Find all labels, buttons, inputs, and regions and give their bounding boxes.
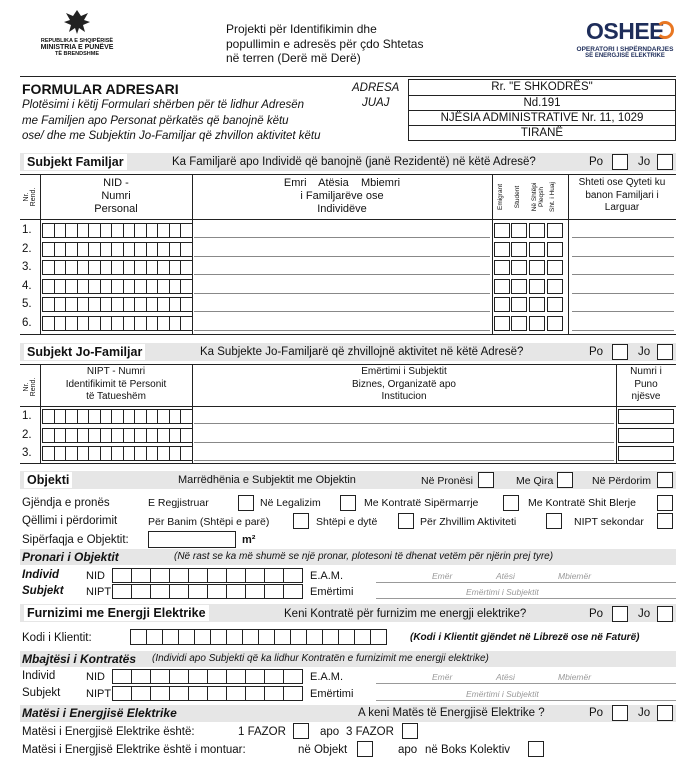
project-title <box>226 22 423 66</box>
col-shteti-header-line: Shteti ose Qyteti ku <box>578 177 666 188</box>
pronari-subjekt-label: Subjekt <box>22 585 64 597</box>
col-shteti-header-line: banon Familjari i <box>585 189 659 201</box>
pronari-nid-box[interactable] <box>169 568 189 583</box>
punonjes-field[interactable] <box>618 446 674 461</box>
matesi-question: A keni Matës të Energjisë Elektrike ? <box>358 707 545 719</box>
col-flag-header: Student <box>514 185 521 209</box>
nipt-char-box[interactable] <box>180 428 193 443</box>
row-number: 1. <box>22 410 32 422</box>
pronari-nipt-box[interactable] <box>131 584 151 599</box>
form-desc-line1: Plotësimi i këtij Formulari shërben për të lidhur Adresën <box>22 99 305 111</box>
nid-digit-box[interactable] <box>180 223 193 238</box>
flag-checkbox[interactable] <box>529 242 545 257</box>
col-nid-header-line: Personal <box>94 203 138 215</box>
mbajtesi-nid-box[interactable] <box>207 669 227 684</box>
nid-digit-box[interactable] <box>180 260 193 275</box>
qellimi-label: Qëllimi i përdorimit <box>22 515 118 527</box>
flag-checkbox[interactable] <box>494 279 510 294</box>
pronari-nipt-box[interactable] <box>283 584 303 599</box>
jofamiljar-jo-label: Jo <box>638 346 651 358</box>
kodi-digit-box[interactable] <box>370 629 387 645</box>
kodi-digit-box[interactable] <box>258 629 275 645</box>
col-emertimi-header-line: Institucion <box>381 391 427 402</box>
jofamiljar-jo-checkbox[interactable] <box>657 344 673 360</box>
furnizimi-po-checkbox[interactable] <box>612 606 628 622</box>
emri-field[interactable] <box>194 311 490 312</box>
row-number: 3. <box>22 447 32 459</box>
col-emri-header-line: Individëve <box>317 203 367 215</box>
oshee-logo <box>570 18 680 59</box>
banim-checkbox[interactable] <box>293 513 309 529</box>
row-number: 1. <box>22 224 32 236</box>
adresa-label: ADRESA <box>352 82 400 94</box>
flag-checkbox[interactable] <box>529 260 545 275</box>
matesi-jo-checkbox[interactable] <box>657 705 673 721</box>
row-number: 2. <box>22 428 32 441</box>
oshee-sub1: OPERATORI I SHPËRNDARJES <box>576 46 674 53</box>
pronari-nid-box[interactable] <box>207 568 227 583</box>
mbajtesi-nipt-label: NIPT <box>86 688 112 700</box>
kodi-digit-box[interactable] <box>354 629 371 645</box>
flag-checkbox[interactable] <box>529 316 545 331</box>
kodi-digit-box[interactable] <box>130 629 147 645</box>
emertimi-field[interactable] <box>194 423 614 424</box>
col-nr-header: Nr. Rend. <box>23 187 37 207</box>
flag-checkbox[interactable] <box>494 242 510 257</box>
mbajtesi-nipt-box[interactable] <box>245 686 265 701</box>
objekti-title: Objekti <box>24 472 72 488</box>
col-puno-header-line: Numri i <box>630 366 662 377</box>
montuar-objekt-label: në Objekt <box>298 744 348 756</box>
zhvillim-label: Për Zhvillim Aktiviteti <box>420 516 517 528</box>
sipermarrje-label: Me Kontratë Sipërmarrje <box>364 497 479 509</box>
col-emri-header <box>192 177 492 216</box>
ministry-line2: MINISTRIA E PUNËVE <box>40 44 114 51</box>
emri-field[interactable] <box>194 274 490 275</box>
pronesi-label: Në Pronësi <box>421 475 473 487</box>
kodi-digit-box[interactable] <box>322 629 339 645</box>
mbajtesi-nid-box[interactable] <box>131 669 151 684</box>
col-emri-header-line: Emri Atësia Mbiemri <box>283 177 401 189</box>
mbajtesi-nipt-box[interactable] <box>207 686 227 701</box>
sipermarrje-checkbox[interactable] <box>503 495 519 511</box>
form-title: FORMULAR ADRESARI <box>22 81 179 97</box>
matesi-po-checkbox[interactable] <box>612 705 628 721</box>
pronari-ph-emertimi: Emërtimi i Subjektit <box>466 587 539 597</box>
kodi-digit-box[interactable] <box>306 629 323 645</box>
pronari-nid-box[interactable] <box>226 568 246 583</box>
legalizim-checkbox[interactable] <box>340 495 356 511</box>
faza-label: Matësi i Energjisë Elektrike është: <box>22 726 195 738</box>
pronari-nid-box[interactable] <box>112 568 132 583</box>
jofamiljar-po-label: Po <box>589 346 604 358</box>
table-col-divider <box>492 174 493 335</box>
nid-digit-box[interactable] <box>180 242 193 257</box>
shteti-field[interactable] <box>572 237 674 238</box>
col-emri-header-line: i Familjarëve ose <box>300 190 384 202</box>
project-line2: popullimin e adresës për çdo Shtetas <box>226 36 424 51</box>
flag-checkbox[interactable] <box>547 297 563 312</box>
furnizimi-jo-label: Jo <box>638 608 651 620</box>
row-number: 3. <box>22 261 32 273</box>
kodi-digit-box[interactable] <box>178 629 195 645</box>
form-description <box>22 98 321 145</box>
col-puno-header <box>616 366 676 404</box>
kodi-digit-box[interactable] <box>194 629 211 645</box>
col-flag-header: Sht. i Huaj <box>549 182 556 212</box>
shteti-field[interactable] <box>572 256 674 257</box>
mbajtesi-nid-box[interactable] <box>169 669 189 684</box>
address-box <box>408 79 676 141</box>
col-nipt-header-line: Identifikimit të Personit <box>65 378 167 390</box>
pronari-nid-label: NID <box>86 570 105 582</box>
col-emertimi-header-line: Emërtimi i Subjektit <box>361 366 447 377</box>
pronari-nipt-box[interactable] <box>150 584 170 599</box>
mbajtesi-nipt-box[interactable] <box>226 686 246 701</box>
mbajtesi-title: Mbajtësi i Kontratës <box>22 652 137 666</box>
furnizimi-jo-checkbox[interactable] <box>657 606 673 622</box>
flag-checkbox[interactable] <box>511 316 527 331</box>
siperfaqja-input[interactable] <box>148 531 236 548</box>
montuar-label: Matësi i Energjisë Elektrike është i montuar: <box>22 744 246 756</box>
mbajtesi-ph-atesi: Atësi <box>496 672 515 682</box>
montuar-boks-label: në Boks Kolektiv <box>425 744 511 756</box>
mbajtesi-emertimi-label: Emërtimi <box>310 688 354 700</box>
flag-checkbox[interactable] <box>511 279 527 294</box>
perdorim-checkbox[interactable] <box>657 472 673 488</box>
pronari-individ-label: Individ <box>22 569 60 581</box>
row-number: 2. <box>22 242 32 255</box>
emri-field[interactable] <box>194 293 490 294</box>
matesi-jo-label: Jo <box>638 707 651 719</box>
shteti-field[interactable] <box>572 293 674 294</box>
shitblerje-label: Me Kontratë Shit Blerje <box>528 497 636 509</box>
mbajtesi-nid-box[interactable] <box>264 669 284 684</box>
flag-checkbox[interactable] <box>494 260 510 275</box>
pronari-title: Pronari i Objektit <box>22 550 119 564</box>
pronari-eam-line[interactable] <box>376 582 676 583</box>
qira-checkbox[interactable] <box>557 472 573 488</box>
familjar-jo-label: Jo <box>638 156 651 168</box>
address-line: Rr. "E SHKODRËS" <box>491 81 593 93</box>
ministry-logo <box>22 8 132 70</box>
header-divider <box>20 76 676 77</box>
mbajtesi-nid-box[interactable] <box>283 669 303 684</box>
familjar-title: Subjekt Familjar <box>24 154 127 170</box>
pronari-nipt-box[interactable] <box>112 584 132 599</box>
punonjes-field[interactable] <box>618 428 674 443</box>
shteti-field[interactable] <box>572 330 674 331</box>
col-nid-header-line: NID - <box>103 177 129 189</box>
familjar-po-checkbox[interactable] <box>612 154 628 170</box>
col-flag-header: Në Shtëpi Pleqsh <box>531 182 545 212</box>
matesi-title: Matësi i Energjisë Elektrike <box>22 706 177 720</box>
ministry-line1: REPUBLIKA E SHQIPËRISË <box>40 38 114 44</box>
siperfaqja-unit: m² <box>242 534 256 546</box>
form-desc-line3: ose/ dhe me Subjektin Jo-Familjar që zhvillon aktivitet këtu <box>22 130 321 142</box>
col-shteti-header-line: Larguar <box>604 202 640 213</box>
mbajtesi-ph-mbiemer: Mbiemër <box>558 672 592 682</box>
familjar-question: Ka Familjarë apo Individë që banojnë (janë Rezidentë) në këtë Adresë? <box>172 156 536 168</box>
pronari-nipt-box[interactable] <box>207 584 227 599</box>
row-number: 5. <box>22 298 32 310</box>
montuar-boks-checkbox[interactable] <box>528 741 544 757</box>
emertimi-field[interactable] <box>194 442 614 443</box>
emri-field[interactable] <box>194 330 490 331</box>
pronari-eam-label: E.A.M. <box>310 570 344 582</box>
faza-1-checkbox[interactable] <box>293 723 309 739</box>
banim-label: Për Banim (Shtëpi e parë) <box>148 516 270 528</box>
table-header-divider <box>20 219 676 220</box>
mbajtesi-subjekt-label: Subjekt <box>22 687 61 699</box>
nipt-sekondar-label: NIPT sekondar <box>574 516 644 528</box>
pronari-note: (Në rast se ka më shumë se një pronar, plotesoni të dhenat vetëm për njërin prej tyre) <box>174 551 554 562</box>
matesi-po-label: Po <box>589 707 604 719</box>
mbajtesi-individ-label: Individ <box>22 670 56 682</box>
jofamiljar-title: Subjekt Jo-Familjar <box>24 344 145 360</box>
col-nid-header-line: Numri <box>101 190 131 202</box>
kodi-digit-box[interactable] <box>338 629 355 645</box>
montuar-objekt-checkbox[interactable] <box>357 741 373 757</box>
emri-field[interactable] <box>194 256 490 257</box>
form-desc-line2: me Familjen apo Personat përkatës që banojnë këtu <box>22 114 289 127</box>
kodi-digit-box[interactable] <box>242 629 259 645</box>
nipt-char-box[interactable] <box>180 409 193 424</box>
mbajtesi-emertimi-line[interactable] <box>376 700 676 701</box>
mbajtesi-nid-box[interactable] <box>150 669 170 684</box>
col-nipt-header-line: NIPT - Numri <box>86 366 146 377</box>
pronari-nipt-box[interactable] <box>169 584 189 599</box>
shteti-field[interactable] <box>572 274 674 275</box>
shteti-field[interactable] <box>572 311 674 312</box>
col-puno-header-line: Puno <box>634 378 658 390</box>
mbajtesi-nid-box[interactable] <box>226 669 246 684</box>
kodi-digit-box[interactable] <box>226 629 243 645</box>
mbajtesi-nid-label: NID <box>86 671 105 683</box>
project-line1: Projekti për Identifikimin dhe <box>226 22 377 36</box>
gjendja-label: Gjëndja e pronës <box>22 497 110 509</box>
flag-checkbox[interactable] <box>529 297 545 312</box>
flag-checkbox[interactable] <box>547 260 563 275</box>
row-number: 4. <box>22 279 32 292</box>
col-flag-header: Emigrant <box>497 184 504 211</box>
punonjes-field[interactable] <box>618 409 674 424</box>
pronari-ph-mbiemer: Mbiemër <box>558 571 592 581</box>
flag-checkbox[interactable] <box>547 223 563 238</box>
flag-checkbox[interactable] <box>547 316 563 331</box>
pronari-emertimi-line[interactable] <box>376 598 676 599</box>
project-line3: në terren (Derë më Derë) <box>226 51 361 65</box>
nipt-char-box[interactable] <box>180 446 193 461</box>
mbajtesi-ph-emer: Emër <box>432 672 453 682</box>
jofamiljar-question: Ka Subjekte Jo-Familjarë që zhvillojnë aktivitet në këtë Adresë? <box>200 346 524 358</box>
legalizim-label: Në Legalizim <box>260 497 321 509</box>
regjistruar-label: E Regjistruar <box>148 497 209 509</box>
flag-checkbox[interactable] <box>511 242 527 257</box>
dyte-label: Shtëpi e dytë <box>316 516 378 528</box>
col-puno-header-line: njësve <box>631 391 661 402</box>
shitblerje-checkbox[interactable] <box>657 495 673 511</box>
pronari-nid-box[interactable] <box>283 568 303 583</box>
flag-checkbox[interactable] <box>511 260 527 275</box>
mbajtesi-nipt-box[interactable] <box>131 686 151 701</box>
eagle-emblem-icon <box>62 8 92 36</box>
nid-digit-box[interactable] <box>180 279 193 294</box>
familjar-jo-checkbox[interactable] <box>657 154 673 170</box>
kodi-note: (Kodi i Klientit gjëndet në Librezë ose në Faturë) <box>410 632 640 643</box>
address-line: NJËSIA ADMINISTRATIVE Nr. 11, 1029 <box>409 110 675 125</box>
pronari-ph-emer: Emër <box>432 571 453 581</box>
mbajtesi-nid-box[interactable] <box>112 669 132 684</box>
qira-label: Me Qira <box>516 475 554 487</box>
dyte-checkbox[interactable] <box>398 513 414 529</box>
mbajtesi-nid-box[interactable] <box>188 669 208 684</box>
mbajtesi-nipt-box[interactable] <box>283 686 303 701</box>
mbajtesi-note: (Individi apo Subjekti që ka lidhur Kontratën e furnizimit me energji elektrike) <box>152 653 489 664</box>
faza-3-checkbox[interactable] <box>402 723 418 739</box>
table-header-divider <box>20 406 676 407</box>
address-line: TIRANË <box>409 125 675 140</box>
pronari-nid-box[interactable] <box>131 568 151 583</box>
pronari-ph-atesi: Atësi <box>496 571 515 581</box>
pronari-nipt-box[interactable] <box>226 584 246 599</box>
col-nr-header: Nr. Rend. <box>23 377 37 397</box>
col-emertimi-header <box>192 366 616 404</box>
emertimi-field[interactable] <box>194 460 614 461</box>
pronari-nid-box[interactable] <box>188 568 208 583</box>
pronesi-checkbox[interactable] <box>478 472 494 488</box>
furnizimi-title: Furnizimi me Energji Elektrike <box>24 605 209 621</box>
flag-checkbox[interactable] <box>494 223 510 238</box>
flag-checkbox[interactable] <box>529 279 545 294</box>
kodi-digit-box[interactable] <box>162 629 179 645</box>
jofamiljar-po-checkbox[interactable] <box>612 344 628 360</box>
pronari-nipt-box[interactable] <box>264 584 284 599</box>
mbajtesi-nipt-box[interactable] <box>169 686 189 701</box>
nid-digit-box[interactable] <box>180 316 193 331</box>
oshee-wordmark: OSHEE <box>585 18 665 44</box>
pronari-nipt-box[interactable] <box>245 584 265 599</box>
faza-apo-label: apo <box>320 726 340 738</box>
pronari-nid-box[interactable] <box>150 568 170 583</box>
pronari-nipt-label: NIPT <box>86 586 112 598</box>
oshee-sub2: SË ENERGJISË ELEKTRIKE <box>585 53 665 59</box>
kodi-digit-box[interactable] <box>146 629 163 645</box>
mbajtesi-nipt-box[interactable] <box>188 686 208 701</box>
kodi-digit-box[interactable] <box>290 629 307 645</box>
furnizimi-question: Keni Kontratë për furnizim me energji elektrike? <box>284 608 527 620</box>
pronari-nid-box[interactable] <box>245 568 265 583</box>
flag-checkbox[interactable] <box>511 297 527 312</box>
mbajtesi-nipt-box[interactable] <box>112 686 132 701</box>
faza-1-label: 1 FAZOR <box>238 726 286 738</box>
col-nid-header <box>40 177 192 216</box>
zhvillim-checkbox[interactable] <box>546 513 562 529</box>
col-nipt-header <box>40 366 192 404</box>
marredhenia-label: Marrëdhënia e Subjektit me Objektin <box>178 474 356 486</box>
emri-field[interactable] <box>194 237 490 238</box>
nipt-sekondar-checkbox[interactable] <box>657 513 673 529</box>
ministry-line3: TË BRENDSHME <box>54 51 99 57</box>
col-nipt-header-line: të Tatueshëm <box>86 391 146 402</box>
oshee-swirl-icon <box>656 21 674 39</box>
siperfaqja-label: Sipërfaqja e Objektit: <box>22 534 129 546</box>
kodi-digit-box[interactable] <box>274 629 291 645</box>
mbajtesi-nipt-box[interactable] <box>150 686 170 701</box>
kodi-digit-box[interactable] <box>210 629 227 645</box>
juaj-label: JUAJ <box>362 97 390 109</box>
address-line: Nd.191 <box>409 95 675 110</box>
row-number: 6. <box>22 316 32 329</box>
faza-3-label: 3 FAZOR <box>346 726 394 738</box>
familjar-po-label: Po <box>589 156 604 168</box>
flag-checkbox[interactable] <box>529 223 545 238</box>
pronari-nid-box[interactable] <box>264 568 284 583</box>
regjistruar-checkbox[interactable] <box>238 495 254 511</box>
furnizimi-po-label: Po <box>589 608 604 620</box>
flag-checkbox[interactable] <box>494 316 510 331</box>
montuar-apo-label: apo <box>398 744 418 756</box>
flag-checkbox[interactable] <box>494 297 510 312</box>
mbajtesi-eam-line[interactable] <box>376 683 676 684</box>
nid-digit-box[interactable] <box>180 297 193 312</box>
mbajtesi-ph-emertimi: Emërtimi i Subjektit <box>466 689 539 699</box>
perdorim-label: Në Përdorim <box>592 475 651 487</box>
pronari-nipt-box[interactable] <box>188 584 208 599</box>
mbajtesi-nipt-box[interactable] <box>264 686 284 701</box>
col-shteti-header <box>568 177 676 215</box>
mbajtesi-eam-label: E.A.M. <box>310 671 344 683</box>
mbajtesi-nid-box[interactable] <box>245 669 265 684</box>
flag-checkbox[interactable] <box>547 242 563 257</box>
pronari-emertimi-label: Emërtimi <box>310 586 354 598</box>
flag-checkbox[interactable] <box>547 279 563 294</box>
flag-checkbox[interactable] <box>511 223 527 238</box>
col-emertimi-header-line: Biznes, Organizatë apo <box>352 378 456 390</box>
kodi-label: Kodi i Klientit: <box>22 632 92 644</box>
